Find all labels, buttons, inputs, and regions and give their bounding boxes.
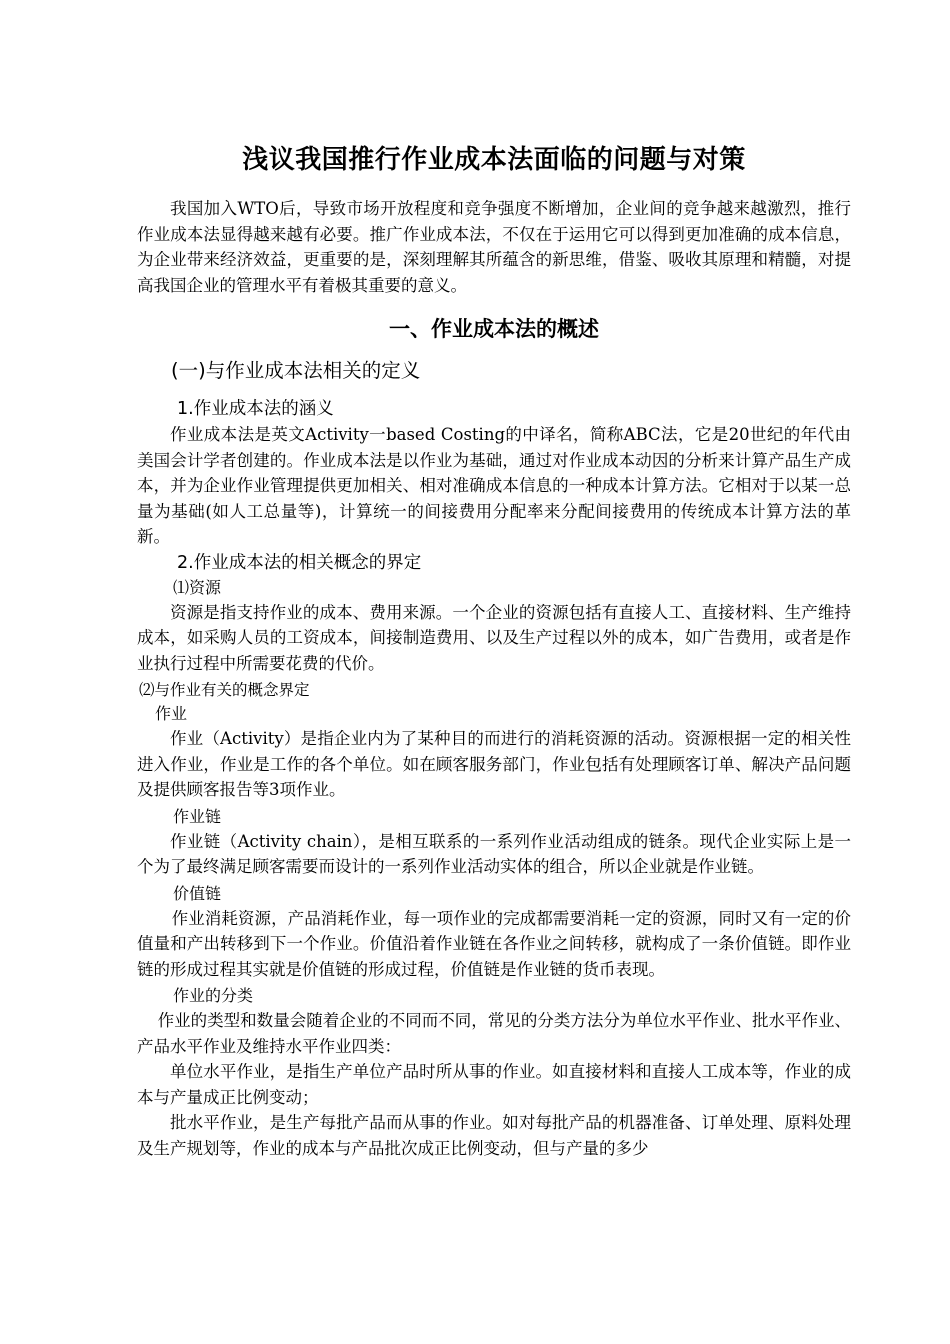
activity-classification-heading: 作业的分类 xyxy=(173,986,254,1005)
item-1-heading: 1.作业成本法的涵义 xyxy=(177,399,334,419)
subsection-1-heading: (一)与作业成本法相关的定义 xyxy=(171,359,421,382)
abc-definition-paragraph: 作业成本法是英文Activity一based Costing的中译名，简称ABC法，它是20世纪的年代由美国会计学者创建的。作业成本法是以作业为基础，通过对作业成本动因的分析来计算产品生产成本，并为企业作业管理提供更加相关、相对准确成本信息的一种成本计算方法。它相对于以某一总量为基础(如人工总量等)，计算统一的间接费用分配率来分配间接费用的传统成本计算方法的革新。 xyxy=(137,425,851,546)
value-chain-paragraph: 作业消耗资源，产品消耗作业，每一项作业的完成都需要消耗一定的资源，同时又有一定的价值量和产出转移到下一个作业。价值沿着作业链在各作业之间转移，就构成了一条价值链。即作业链的形成过程其实就是价值链的形成过程，价值链是作业链的货币表现。 xyxy=(137,908,851,979)
intro-paragraph: 我国加入WTO后，导致市场开放程度和竞争强度不断增加，企业间的竞争越来越激烈，推行作业成本法显得越来越有必要。推广作业成本法，不仅在于运用它可以得到更加准确的成本信息，为企业带来经济效益，更重要的是，深刻理解其所蕴含的新思维，借鉴、吸收其原理和精髓，对提高我国企业的管理水平有着极其重要的意义。 xyxy=(137,199,851,295)
resource-paragraph: 资源是指支持作业的成本、费用来源。一个企业的资源包括有直接人工、直接材料、生产维持成本，如采购人员的工资成本，间接制造费用、以及生产过程以外的成本，如广告费用，或者是作业执行过程中所需要花费的代价。 xyxy=(137,602,851,673)
section-1-heading: 一、作业成本法的概述 xyxy=(389,317,599,341)
unit-level-paragraph: 单位水平作业，是指生产单位产品时所从事的作业。如直接材料和直接人工成本等，作业的成本与产量成正比例变动； xyxy=(137,1062,851,1107)
activity-paragraph: 作业（Activity）是指企业内为了某种目的而进行的消耗资源的活动。资源根据一定的相关性进入作业，作业是工作的各个单位。如在顾客服务部门，作业包括有处理顾客订单、解决产品问题及提供顾客报告等3项作业。 xyxy=(137,729,851,799)
value-chain-heading: 价值链 xyxy=(173,883,222,903)
document-page xyxy=(137,140,851,1161)
activity-heading: 作业 xyxy=(155,704,188,723)
batch-level-paragraph: 批水平作业，是生产每批产品而从事的作业。如对每批产品的机器准备、订单处理、原料处理及生产规划等，作业的成本与产品批次成正比例变动，但与产量的多少 xyxy=(137,1113,851,1158)
resource-heading: ⑴资源 xyxy=(173,577,222,597)
activity-chain-heading: 作业链 xyxy=(173,806,222,826)
activity-classification-paragraph: 作业的类型和数量会随着企业的不同而不同，常见的分类方法分为单位水平作业、批水平作业、产品水平作业及维持水平作业四类： xyxy=(137,1011,851,1056)
item-2-heading: 2.作业成本法的相关概念的界定 xyxy=(177,552,422,573)
document-title: 浅议我国推行作业成本法面临的问题与对策 xyxy=(242,145,746,175)
activity-chain-paragraph: 作业链（Activity chain），是相互联系的一系列作业活动组成的链条。现代企业实际上是一个为了最终满足顾客需要而设计的一系列作业活动实体的组合，所以企业就是作业链。 xyxy=(137,831,851,876)
activity-concepts-heading: ⑵与作业有关的概念界定 xyxy=(139,681,310,699)
